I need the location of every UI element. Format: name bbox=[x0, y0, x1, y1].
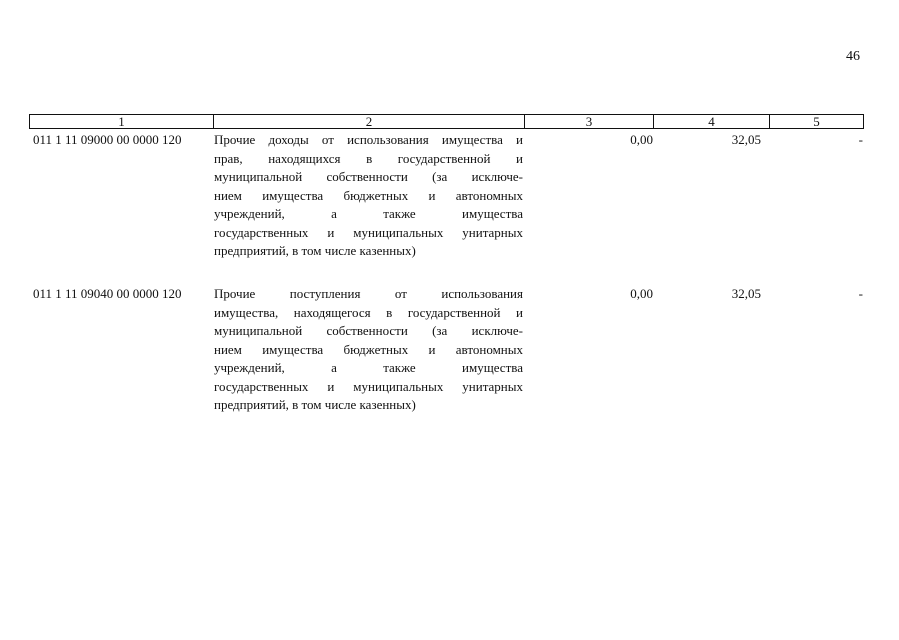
value-col-3: 0,00 bbox=[630, 286, 653, 301]
description-line: государственных и муниципальных унитарных bbox=[214, 378, 523, 394]
header-col-4: 4 bbox=[654, 115, 770, 128]
budget-code: 011 1 11 09000 00 0000 120 bbox=[33, 132, 182, 147]
description-line: нием имущества бюджетных и автономных bbox=[214, 341, 523, 357]
description-line: муниципальной собственности (за исключе- bbox=[214, 323, 523, 338]
value-col-3: 0,00 bbox=[630, 132, 653, 147]
description-line: имущества, находящегося в государственной и bbox=[214, 304, 523, 320]
description-line: предприятий, в том числе казенных) bbox=[214, 397, 416, 412]
description-line: Прочие доходы от использования имущества и bbox=[214, 132, 523, 147]
description-line: нием имущества бюджетных и автономных bbox=[214, 187, 523, 203]
description-line: Прочие поступления от использования bbox=[214, 286, 523, 301]
table-header bbox=[29, 114, 864, 129]
header-col-3: 3 bbox=[525, 115, 654, 128]
budget-code: 011 1 11 09040 00 0000 120 bbox=[33, 286, 182, 301]
row-description bbox=[214, 285, 523, 415]
description-line: учреждений, а также имущества bbox=[214, 360, 523, 375]
description-line: прав, находящихся в государственной и bbox=[214, 150, 523, 166]
value-col-5: - bbox=[858, 132, 863, 147]
description-line: государственных и муниципальных унитарных bbox=[214, 224, 523, 240]
description-line: учреждений, а также имущества bbox=[214, 206, 523, 221]
value-col-5: - bbox=[858, 286, 863, 301]
header-col-1: 1 bbox=[30, 115, 214, 128]
value-col-4: 32,05 bbox=[731, 286, 761, 301]
row-description bbox=[214, 131, 523, 261]
description-line: предприятий, в том числе казенных) bbox=[214, 243, 416, 258]
header-col-2: 2 bbox=[214, 115, 525, 128]
value-col-4: 32,05 bbox=[731, 132, 761, 147]
header-col-5: 5 bbox=[813, 114, 820, 129]
description-line: муниципальной собственности (за исключе- bbox=[214, 169, 523, 184]
page-number: 46 bbox=[846, 49, 860, 64]
